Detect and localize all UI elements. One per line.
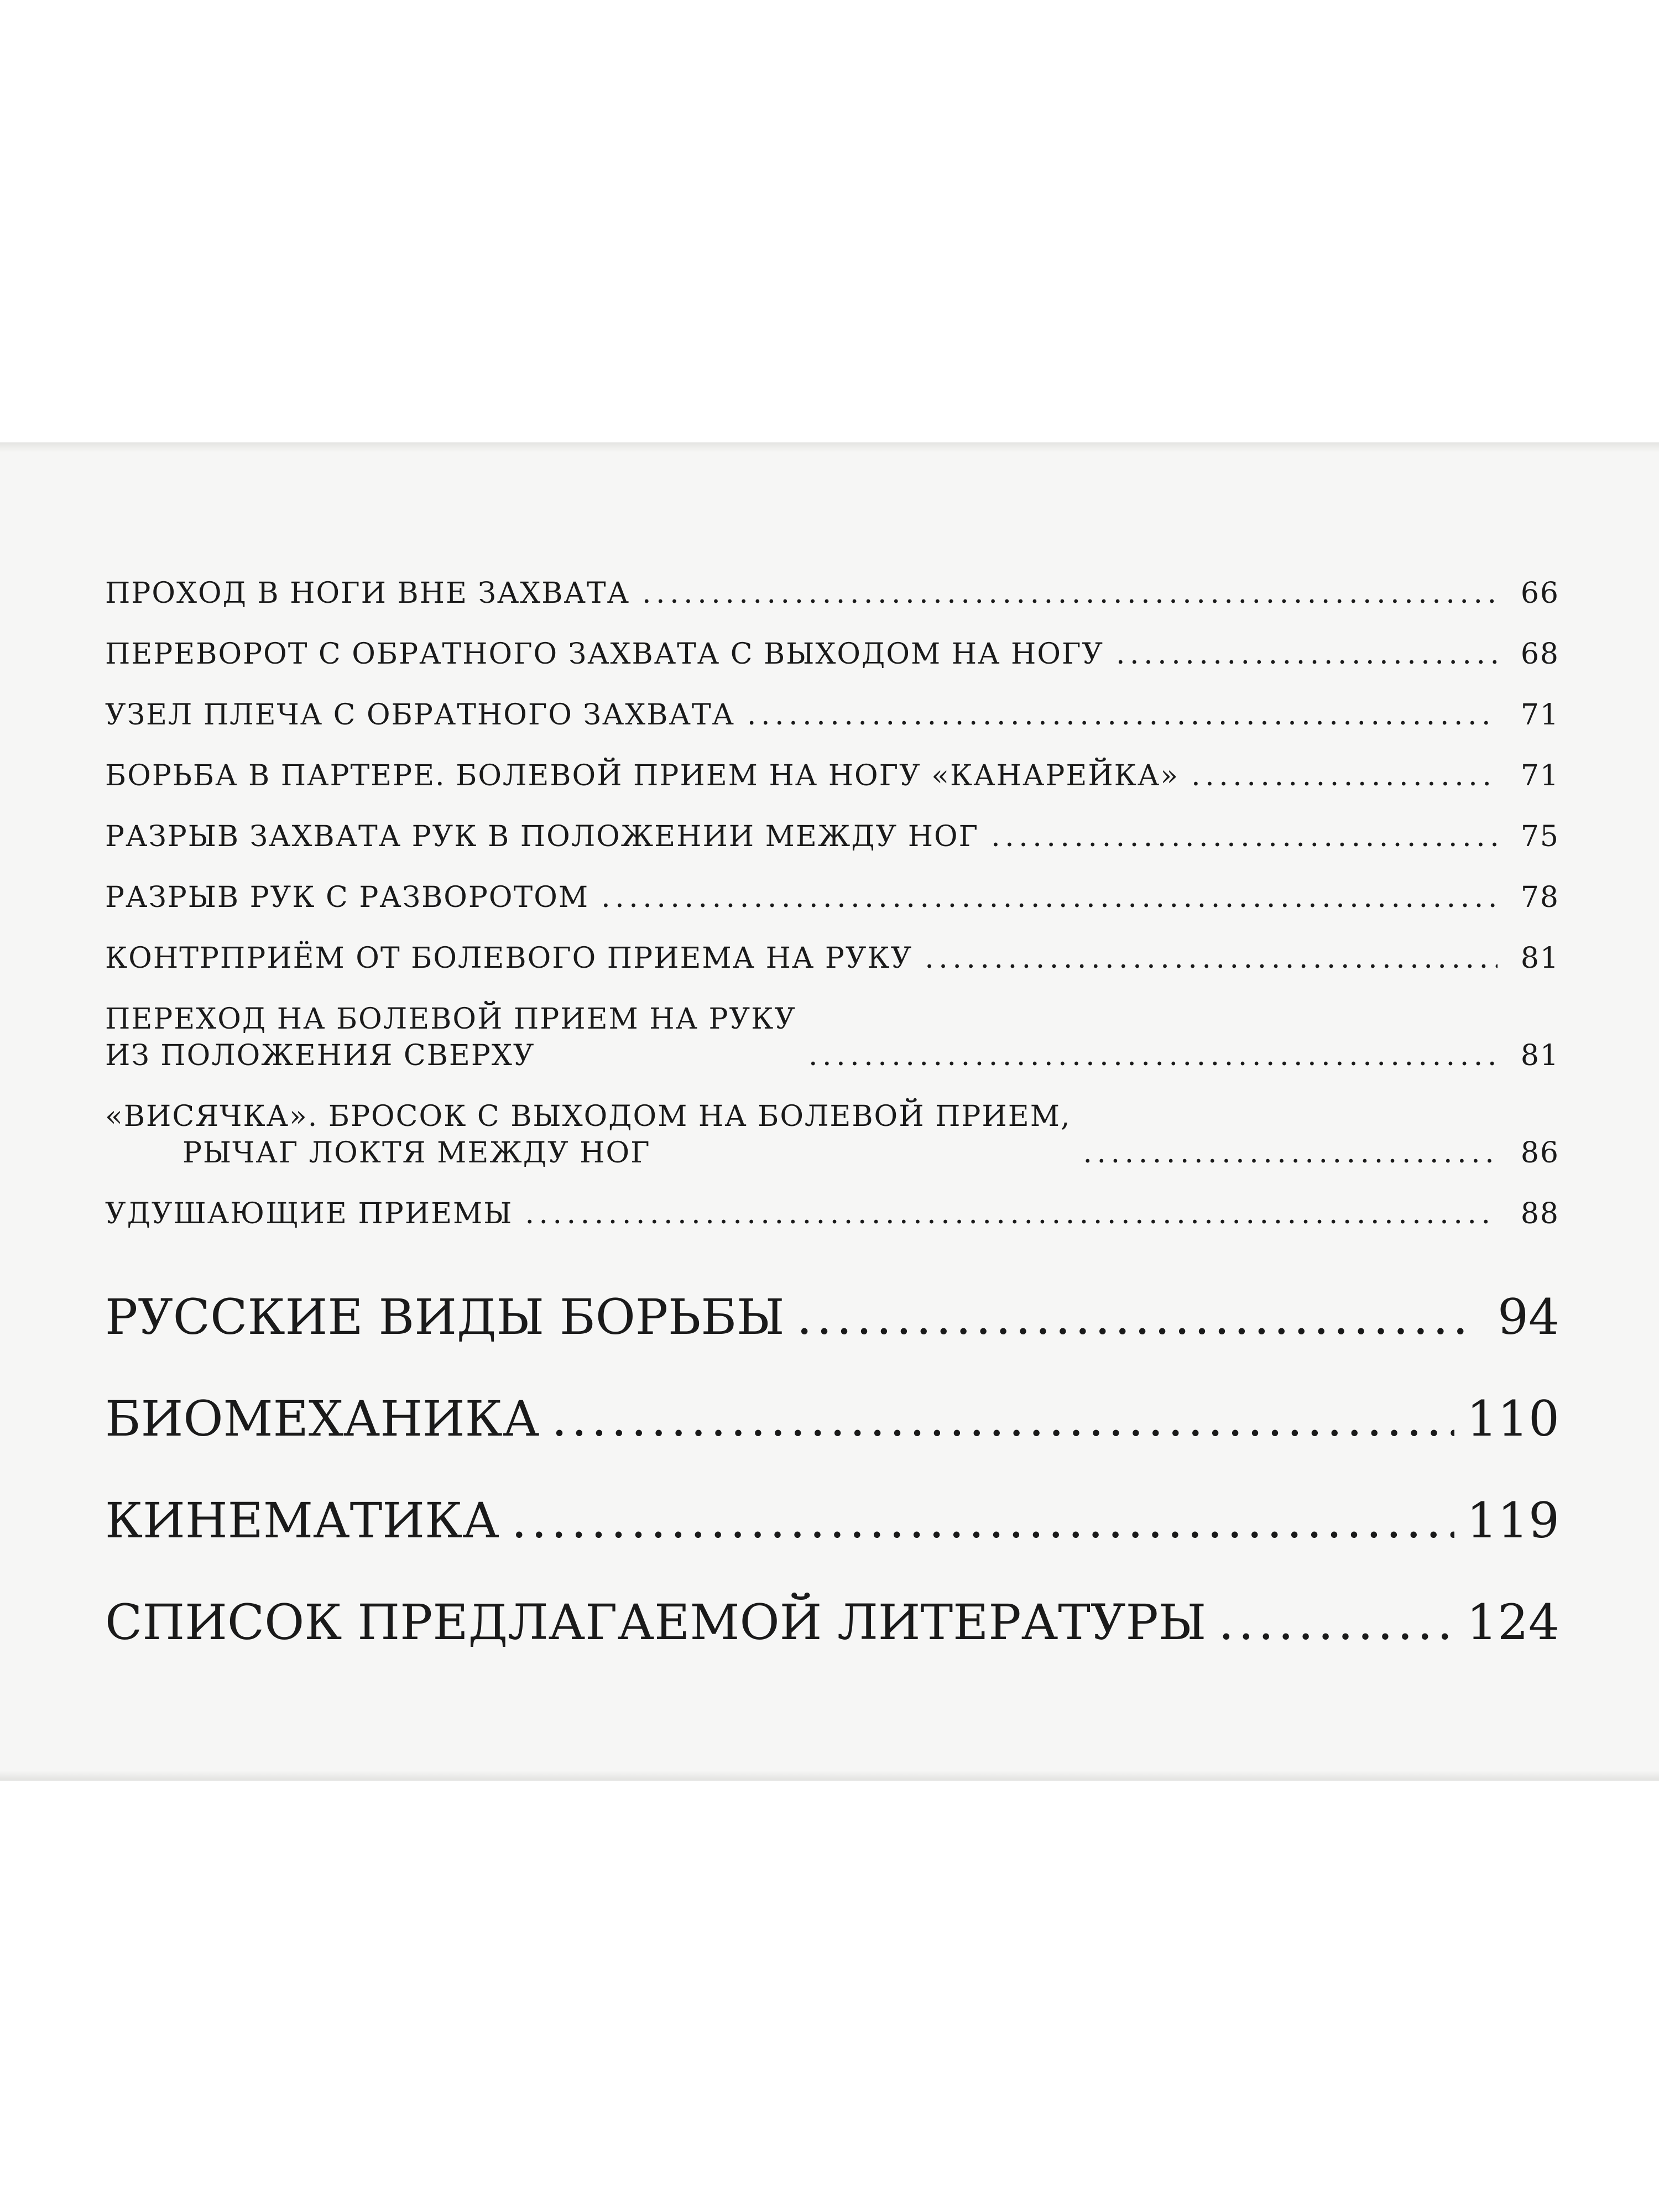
toc-entry-page: 78 (1520, 881, 1559, 914)
toc-section-title: СПИСОК ПРЕДЛАГАЕМОЙ ЛИТЕРАТУРЫ (105, 1594, 1207, 1651)
page-edge-top (0, 442, 1659, 452)
page-edge-bottom (0, 1771, 1659, 1781)
dot-leader (512, 1491, 1454, 1551)
toc-section (105, 1287, 1559, 1347)
toc-entry-page: 66 (1520, 577, 1559, 610)
table-of-contents (105, 575, 1559, 1694)
toc-entry-title: ПЕРЕВОРОТ С ОБРАТНОГО ЗАХВАТА С ВЫХОДОМ НА НОГУ (105, 638, 1104, 671)
toc-entry-page: 81 (1520, 942, 1559, 975)
toc-entry (105, 818, 1559, 855)
dot-leader (925, 940, 1498, 977)
dot-leader (1191, 758, 1498, 794)
dot-leader (747, 697, 1498, 733)
toc-section (105, 1593, 1559, 1652)
toc-section-page: 94 (1498, 1288, 1559, 1345)
toc-entry-title-block (105, 1098, 1071, 1171)
dot-leader (551, 1389, 1454, 1449)
toc-entry-page: 75 (1520, 820, 1559, 853)
dot-leader (1083, 1135, 1498, 1171)
toc-entry-multiline (105, 1001, 1559, 1074)
toc-section (105, 1389, 1559, 1449)
toc-main-sections (105, 1287, 1559, 1652)
toc-entry (105, 1196, 1559, 1232)
toc-entry-page: 88 (1520, 1197, 1559, 1230)
toc-entry-title: РАЗРЫВ ЗАХВАТА РУК В ПОЛОЖЕНИИ МЕЖДУ НОГ (105, 820, 979, 853)
toc-entry-title-line1: ПЕРЕХОД НА БОЛЕВОЙ ПРИЕМ НА РУКУ (105, 1003, 796, 1036)
dot-leader (991, 818, 1498, 855)
toc-entry-title-line2: РЫЧАГ ЛОКТЯ МЕЖДУ НОГ (182, 1136, 651, 1170)
toc-entry-title: УЗЕЛ ПЛЕЧА С ОБРАТНОГО ЗАХВАТА (105, 698, 735, 732)
toc-entry (105, 758, 1559, 794)
toc-entry-title-block (105, 1001, 796, 1074)
toc-entry-title: УДУШАЮЩИЕ ПРИЕМЫ (105, 1197, 513, 1230)
toc-entry-page: 81 (1520, 1039, 1559, 1072)
toc-entry-multiline (105, 1098, 1559, 1171)
toc-section-title: БИОМЕХАНИКА (105, 1390, 540, 1447)
toc-section-page: 119 (1467, 1492, 1559, 1549)
toc-section-title: РУССКИЕ ВИДЫ БОРЬБЫ (105, 1288, 785, 1345)
toc-entry-title: ПРОХОД В НОГИ ВНЕ ЗАХВАТА (105, 577, 630, 610)
toc-entry-title: РАЗРЫВ РУК С РАЗВОРОТОМ (105, 881, 589, 914)
toc-entry (105, 879, 1559, 916)
toc-entry-page: 71 (1520, 759, 1559, 792)
toc-section (105, 1491, 1559, 1551)
toc-entry (105, 636, 1559, 672)
toc-entry-title-line2: ИЗ ПОЛОЖЕНИЯ СВЕРХУ (105, 1039, 535, 1072)
toc-entry (105, 697, 1559, 733)
dot-leader (808, 1037, 1498, 1074)
toc-entry-title-line1: «ВИСЯЧКА». БРОСОК С ВЫХОДОМ НА БОЛЕВОЙ ПРИЕМ, (105, 1100, 1071, 1133)
toc-section-page: 110 (1467, 1390, 1559, 1447)
toc-section-title: КИНЕМАТИКА (105, 1492, 499, 1549)
dot-leader (601, 879, 1498, 916)
toc-entry-title: КОНТРПРИЁМ ОТ БОЛЕВОГО ПРИЕМА НА РУКУ (105, 942, 913, 975)
dot-leader (642, 575, 1498, 612)
toc-section-page: 124 (1467, 1594, 1559, 1651)
dot-leader (1116, 636, 1498, 672)
toc-entry (105, 940, 1559, 977)
dot-leader (525, 1196, 1498, 1232)
toc-entry-page: 86 (1520, 1136, 1559, 1170)
toc-entry (105, 575, 1559, 612)
toc-entry-page: 68 (1520, 638, 1559, 671)
toc-entry-title: БОРЬБА В ПАРТЕРЕ. БОЛЕВОЙ ПРИЕМ НА НОГУ «КАНАРЕЙКА» (105, 759, 1180, 792)
toc-entry-page: 71 (1520, 698, 1559, 732)
dot-leader (797, 1287, 1464, 1347)
dot-leader (1218, 1593, 1454, 1652)
book-page (0, 442, 1659, 1781)
